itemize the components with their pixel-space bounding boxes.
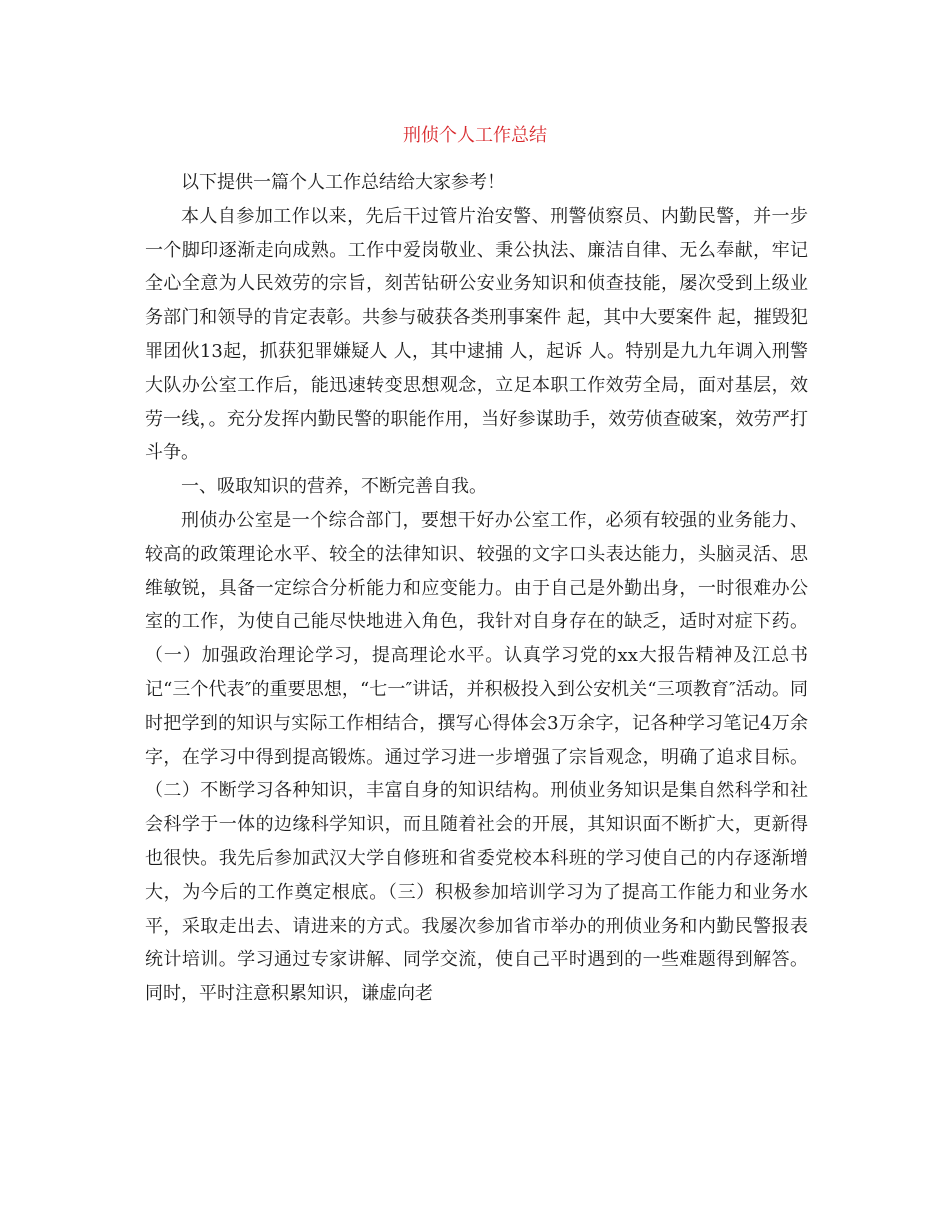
intro-paragraph: 以下提供一篇个人工作总结给大家参考！ <box>181 172 505 193</box>
section-heading-1: 一、吸取知识的营养，不断完善自我。 <box>181 476 487 498</box>
document-title: 刑侦个人工作总结 <box>403 125 547 146</box>
experience-paragraph: 本人自参加工作以来，先后干过管片治安警、刑警侦察员、内勤民警，并一步一个脚印逐渐走向成熟。工作中爱岗敬业、秉公执法、廉洁自律、无么奉献，牢记全心全意为人民效劳的宗旨，刻苦钻研公安业务知识和侦查技能，屡次受到上级业务部门和领导的肯定表彰。共参与破获各类刑事案件 起，其中大要案件 起，摧毁犯罪团伙13起，抓获犯罪嫌疑人 人，其中逮捕 人，起诉 人。特别是九九年调入刑警大队办公室工作后，能迅速转变思想观念，立足本职工作效劳全局，面对基层，效劳一线，。充分发挥内勤民警的职能作用，当好参谋助手，效劳侦查破案，效劳严打斗争。 <box>145 205 808 464</box>
learning-paragraph: 刑侦办公室是一个综合部门，要想干好办公室工作，必须有较强的业务能力、较高的政策理论水平、较全的法律知识、较强的文字口头表达能力，头脑灵活、思维敏锐，具备一定综合分析能力和应变能力。由于自己是外勤出身，一时很难办公室的工作，为使自己能尽快地进入角色，我针对自身存在的缺乏，适时对症下药。（一）加强政治理论学习，提高理论水平。认真学习党的xx大报告精神及江总书记“三个代表″的重要思想，“七一″讲话，并积极投入到公安机关“三项教育″活动。同时把学到的知识与实际工作相结合，撰写心得体会3万余字，记各种学习笔记4万余字，在学习中得到提高锻炼。通过学习进一步增强了宗旨观念，明确了追求目标。（二）不断学习各种知识，丰富自身的知识结构。刑侦业务知识是集自然科学和社会科学于一体的边缘科学知识，而且随着社会的开展，其知识面不断扩大，更新得也很快。我先后参加武汉大学自修班和省委党校本科班的学习使自己的内存逐渐增大，为今后的工作奠定根底。（三）积极参加培训学习为了提高工作能力和业务水平，采取走出去、请进来的方式。我屡次参加省市举办的刑侦业务和内勤民警报表统计培训。学习通过专家讲解、同学交流，使自己平时遇到的一些难题得到解答。同时，平时注意积累知识，谦虚向老 <box>145 509 808 1005</box>
document-body <box>145 166 808 1011</box>
